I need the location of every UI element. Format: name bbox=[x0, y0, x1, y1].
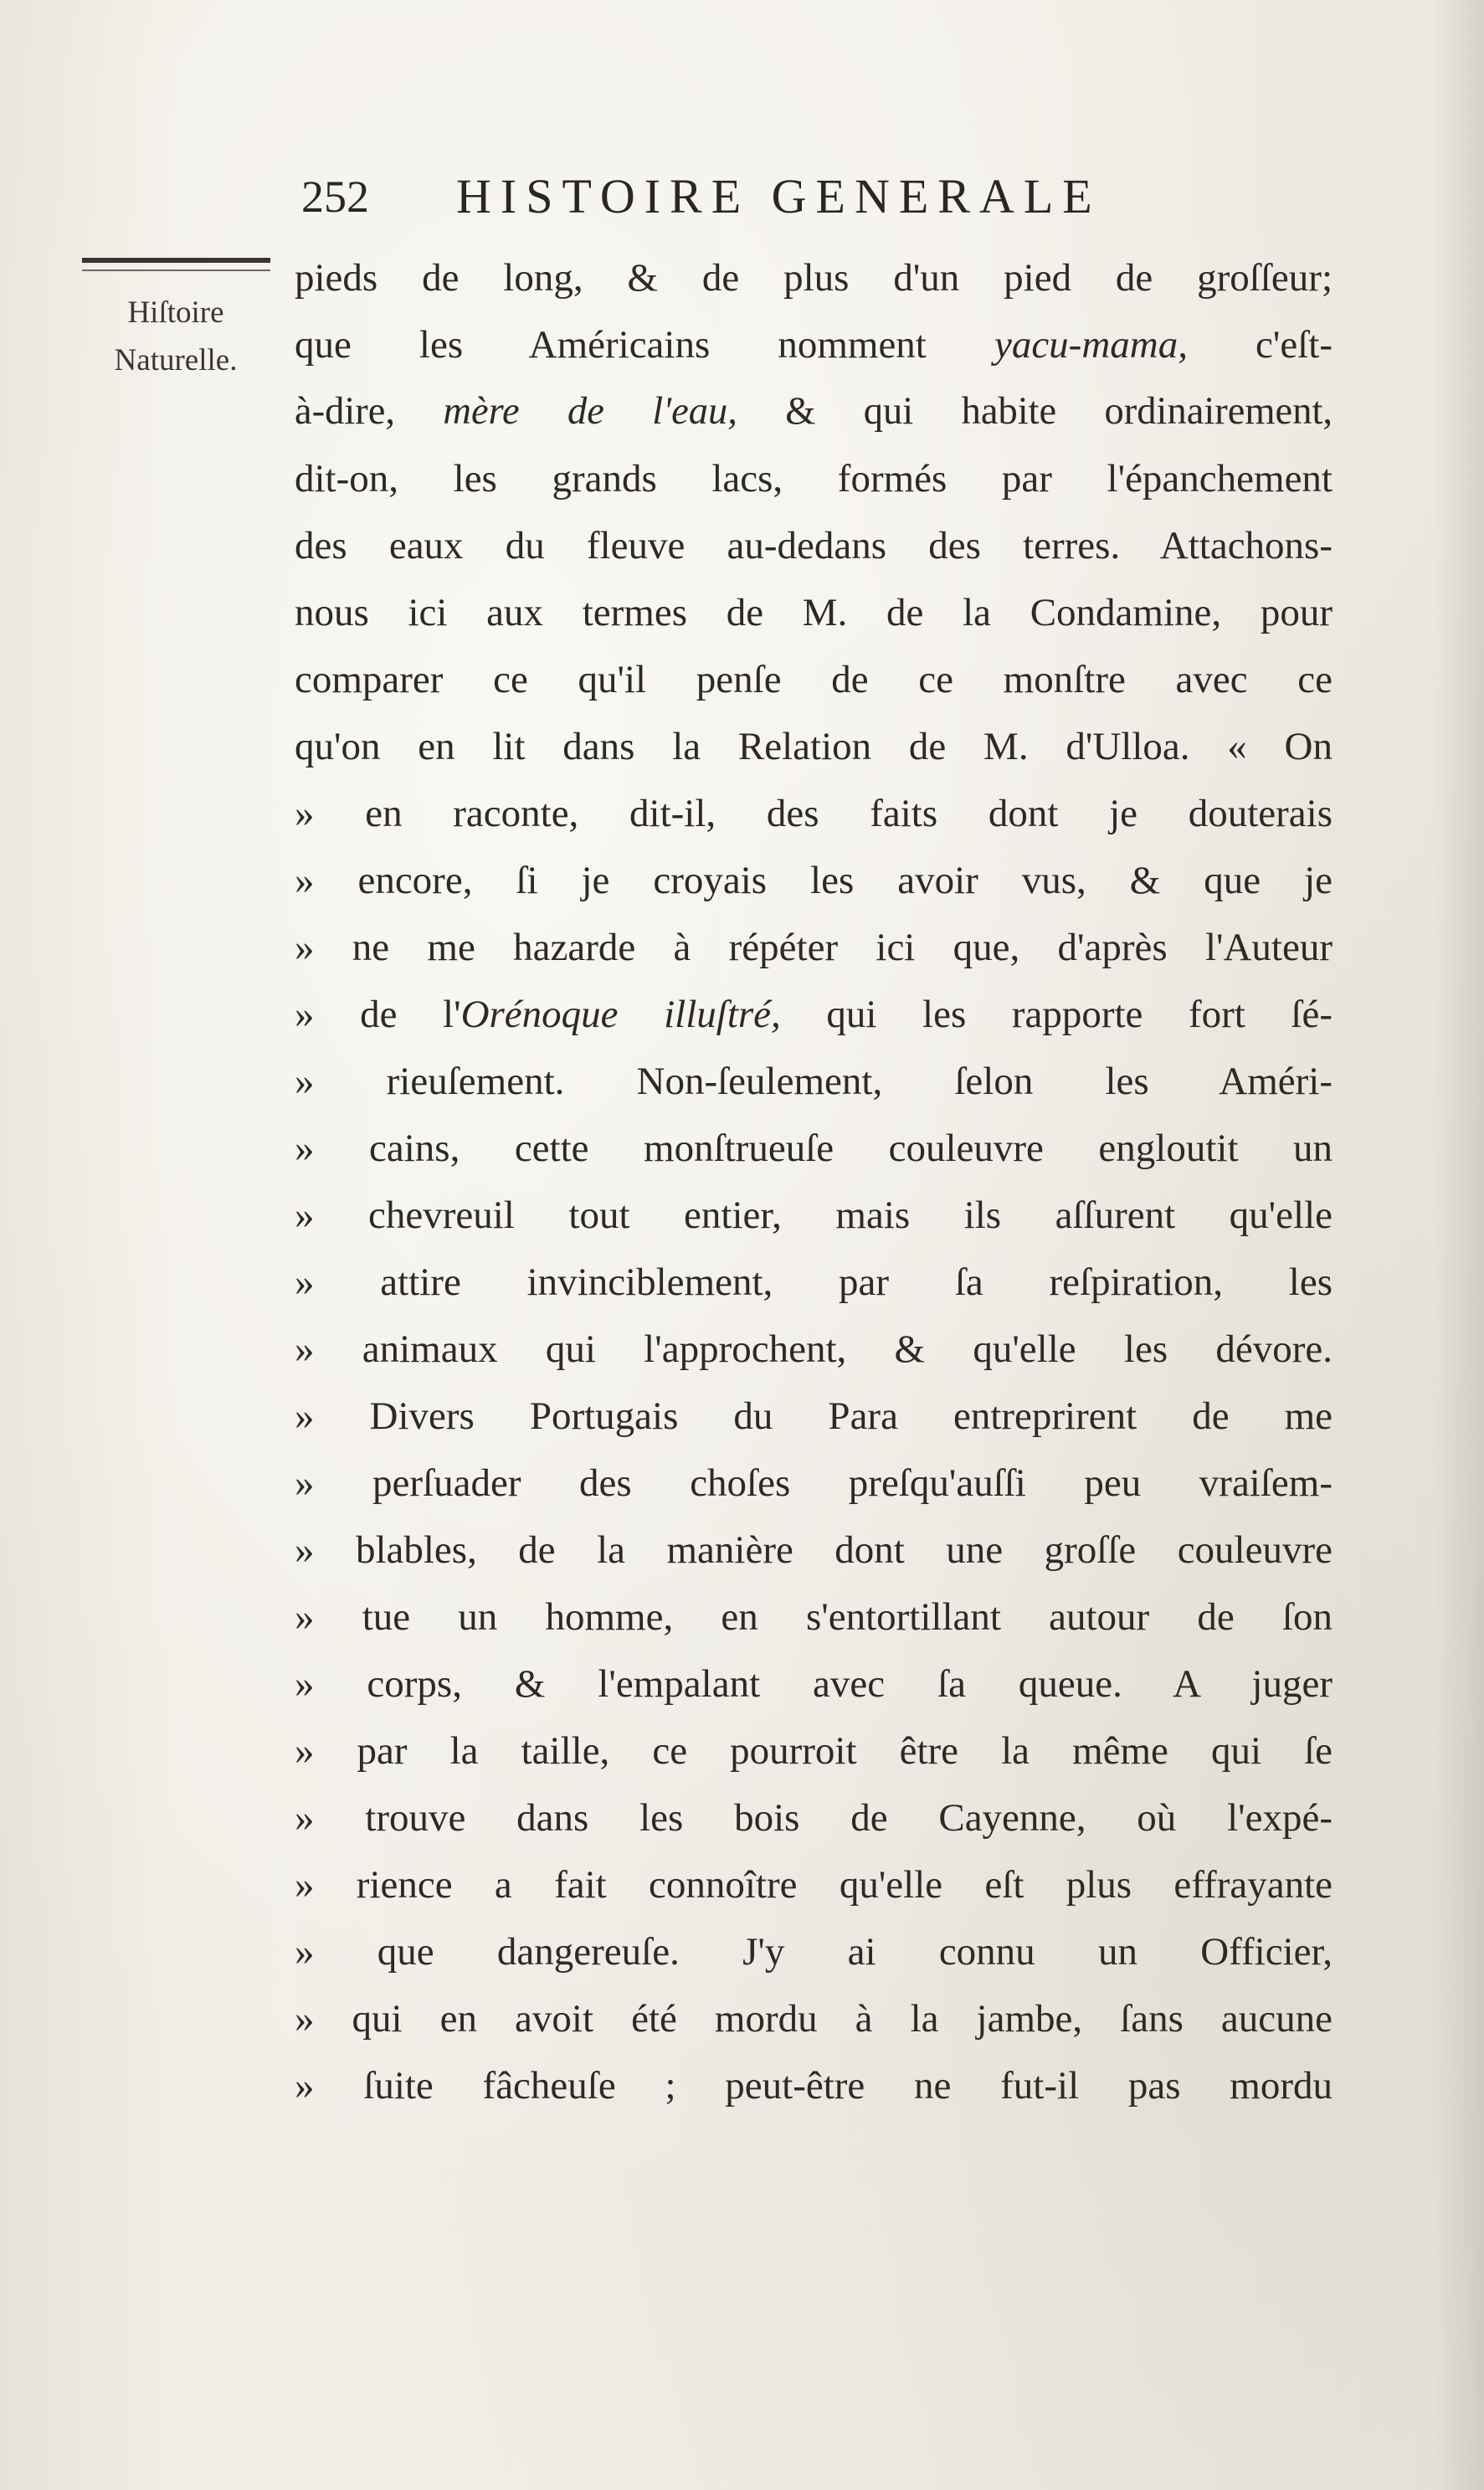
text-line bbox=[295, 1651, 1333, 1717]
text-run: » que dangereuſe. J'y ai connu un Officier, bbox=[295, 1930, 1333, 1974]
text-run: » trouve dans les bois de Cayenne, où l'expé- bbox=[295, 1796, 1333, 1840]
page-number: 252 bbox=[301, 172, 369, 222]
text-run: des eaux du fleuve au-dedans des terres. Attachons- bbox=[295, 524, 1333, 567]
text-line bbox=[295, 1918, 1333, 1985]
page-edge-shadow bbox=[1434, 0, 1484, 2490]
text-line bbox=[295, 512, 1333, 579]
text-line bbox=[295, 1584, 1333, 1651]
text-line bbox=[295, 1717, 1333, 1784]
text-line bbox=[295, 914, 1333, 981]
text-line bbox=[295, 378, 1333, 445]
page-header bbox=[301, 167, 1205, 234]
text-run: comparer ce qu'il penſe de ce monſtre avec ce bbox=[295, 658, 1333, 701]
text-run: » cains, cette monſtrueuſe couleuvre engloutit un bbox=[295, 1127, 1333, 1170]
body-text bbox=[295, 244, 1333, 2119]
text-line bbox=[295, 1383, 1333, 1450]
text-run: » perſuader des choſes preſqu'auſſi peu vraiſem- bbox=[295, 1461, 1333, 1505]
text-line bbox=[295, 2052, 1333, 2119]
text-run: » blables, de la manière dont une groſſe couleuvre bbox=[295, 1528, 1333, 1572]
text-run: & qui habite ordinairement, bbox=[737, 390, 1333, 433]
text-line bbox=[295, 1985, 1333, 2052]
text-line bbox=[295, 579, 1333, 646]
text-line bbox=[295, 1316, 1333, 1383]
text-line bbox=[295, 713, 1333, 780]
text-run: pieds de long, & de plus d'un pied de groſſeur; bbox=[295, 256, 1333, 300]
text-line bbox=[295, 1784, 1333, 1851]
text-run: » chevreuil tout entier, mais ils aſſurent qu'elle bbox=[295, 1194, 1333, 1237]
margin-rule bbox=[82, 258, 270, 271]
margin-note bbox=[80, 289, 272, 384]
italic-text-run: Orénoque illuſtré, bbox=[460, 993, 781, 1036]
italic-text-run: mère de l'eau, bbox=[443, 390, 737, 433]
margin-note-line: Hiſtoire bbox=[127, 295, 224, 330]
text-line bbox=[295, 1249, 1333, 1316]
text-run: c'eſt- bbox=[1187, 323, 1333, 367]
text-run: » tue un homme, en s'entortillant autour de ſon bbox=[295, 1595, 1333, 1639]
text-line bbox=[295, 1182, 1333, 1249]
text-run: nous ici aux termes de M. de la Condamine, pour bbox=[295, 591, 1333, 634]
text-run: qu'on en lit dans la Relation de M. d'Ulloa. « On bbox=[295, 725, 1333, 768]
text-line bbox=[295, 1450, 1333, 1517]
text-run: » en raconte, dit-il, des faits dont je douterais bbox=[295, 792, 1333, 835]
running-title: HISTOIRE GENERALE bbox=[456, 169, 1101, 223]
text-run: » attire invinciblement, par ſa reſpiration, les bbox=[295, 1260, 1333, 1304]
text-line bbox=[295, 981, 1333, 1048]
text-line bbox=[295, 780, 1333, 847]
text-run: dit-on, les grands lacs, formés par l'épanchement bbox=[295, 457, 1333, 501]
text-run: » encore, ſi je croyais les avoir vus, & que je bbox=[295, 859, 1333, 902]
text-run: » Divers Portugais du Para entreprirent de me bbox=[295, 1394, 1333, 1438]
text-line bbox=[295, 311, 1333, 378]
text-line bbox=[295, 1851, 1333, 1918]
margin-note-line: Naturelle. bbox=[114, 343, 238, 377]
text-line bbox=[295, 445, 1333, 512]
text-run: » ſuite fâcheuſe ; peut-être ne fut-il pas mordu bbox=[295, 2064, 1333, 2108]
text-run: » par la taille, ce pourroit être la même qui ſe bbox=[295, 1729, 1333, 1773]
text-line bbox=[295, 1048, 1333, 1115]
text-run: » animaux qui l'approchent, & qu'elle les dévore. bbox=[295, 1327, 1333, 1371]
text-run: » corps, & l'empalant avec ſa queue. A juger bbox=[295, 1662, 1333, 1706]
text-run: » de l' bbox=[295, 993, 461, 1036]
text-line bbox=[295, 1517, 1333, 1584]
text-run: » ne me hazarde à répéter ici que, d'après l'Auteur bbox=[295, 926, 1333, 969]
text-line bbox=[295, 847, 1333, 914]
text-run: qui les rapporte fort ſé- bbox=[780, 993, 1333, 1036]
text-run: » rieuſement. Non-ſeulement, ſelon les Améri- bbox=[295, 1060, 1333, 1103]
italic-text-run: yacu-mama, bbox=[994, 323, 1188, 367]
text-line bbox=[295, 646, 1333, 713]
text-line bbox=[295, 244, 1333, 311]
text-run: » qui en avoit été mordu à la jambe, ſans aucune bbox=[295, 1997, 1333, 2041]
text-line bbox=[295, 1115, 1333, 1182]
text-run: que les Américains nomment bbox=[295, 323, 994, 367]
text-run: » rience a fait connoître qu'elle eſt plus effrayante bbox=[295, 1863, 1333, 1907]
text-run: à-dire, bbox=[295, 390, 444, 433]
